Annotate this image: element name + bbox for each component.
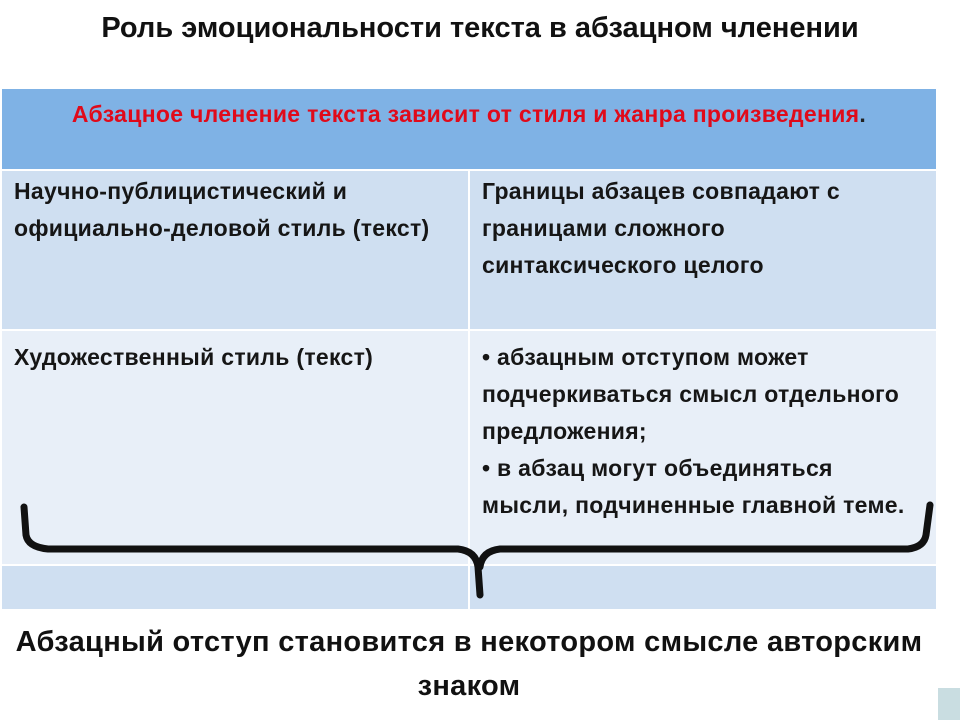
style-cell-scientific: Научно-публицистический и официально-деловой стиль (текст) xyxy=(1,170,469,330)
table-header-text: Абзацное членение текста зависит от стиля и жанра произведения xyxy=(71,101,860,127)
description-cell-artistic xyxy=(469,330,937,565)
bullet-item: • абзацным отступом может подчеркиваться смысл отдельного предложения; xyxy=(482,344,900,444)
table-header-row xyxy=(1,88,937,170)
description-cell-scientific: Границы абзацев совпадают с границами сложного синтаксического целого xyxy=(469,170,937,330)
slide-title: Роль эмоциональности текста в абзацном членении xyxy=(101,12,859,44)
table-row-empty xyxy=(1,565,937,610)
empty-cell xyxy=(469,565,937,610)
style-cell-artistic: Художественный стиль (текст) xyxy=(1,330,469,565)
empty-cell xyxy=(1,565,469,610)
bullet-item: • в абзац могут объединяться мысли, подчиненные главной теме. xyxy=(482,455,905,518)
table-row xyxy=(1,170,937,330)
table-header-period: . xyxy=(859,101,867,127)
conclusion-text: Абзацный отступ становится в некотором смысле авторским знаком xyxy=(0,612,938,712)
table-row xyxy=(1,330,937,565)
style-table xyxy=(0,87,938,611)
table-header-cell xyxy=(1,88,937,170)
corner-decoration xyxy=(938,688,960,720)
